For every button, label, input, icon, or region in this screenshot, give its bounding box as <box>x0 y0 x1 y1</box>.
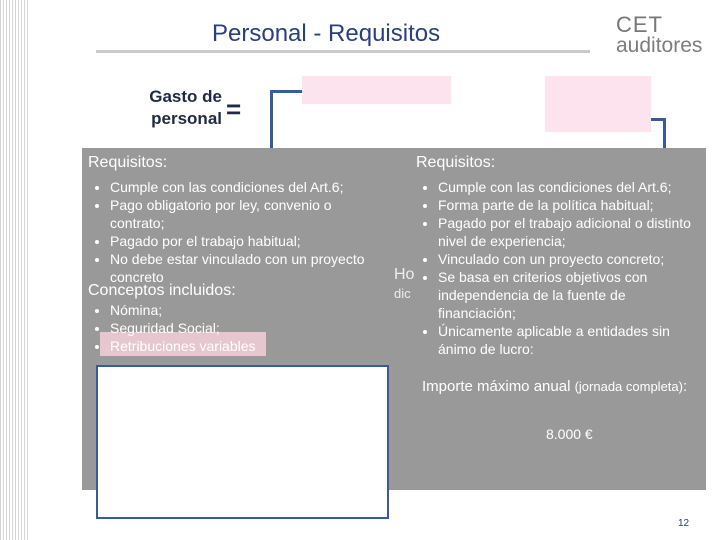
company-logo <box>616 14 708 56</box>
logo-text-bottom: auditores <box>616 34 703 57</box>
requisitos-adicionales-title: Requisitos adicionales retribuciones variables: <box>104 374 328 408</box>
requisitos-adicionales-text <box>104 373 388 481</box>
conceptos-heading: Conceptos incluidos: <box>88 282 236 299</box>
blank-label-box-right <box>545 76 651 132</box>
importe-paren: (jornada completa) <box>574 379 683 394</box>
list-item: • Únicamente aplicable a entidades sin ánimo de lucro: <box>438 322 702 358</box>
decorative-stripes <box>0 0 30 540</box>
importe-colon: : <box>682 378 688 395</box>
list-item: • Retribuciones variables <box>110 337 348 355</box>
list-item: • Basado en condiciones objetivas; <box>124 409 388 427</box>
importe-title: Importe máximo anual <box>422 378 571 395</box>
hidden-text-fragment-dic: dic <box>394 286 411 301</box>
blank-label-box-left <box>302 76 451 104</box>
bracket-line-right <box>663 118 666 150</box>
list-item: • Los importes y las condiciones están establecidas legalmente en el contrato <box>124 427 388 463</box>
gasto-personal-label: Gasto de personal <box>149 87 222 128</box>
list-item: • Nómina; <box>110 301 348 319</box>
list-item: • Pagado por el trabajo habitual; <box>110 232 388 250</box>
left-requisitos-list <box>88 178 388 286</box>
page-number: 12 <box>678 518 690 529</box>
list-item: • Pago obligatorio por ley, convenio o contrato; <box>110 196 388 232</box>
list-item: • Vinculado con un proyecto concreto; <box>438 250 702 268</box>
list-item: • Forma parte de la política habitual; <box>438 196 702 214</box>
title-divider <box>96 50 590 53</box>
right-requisitos-list <box>416 178 702 358</box>
list-item: • Pagado por el trabajo adicional o distinto nivel de experiencia; <box>438 214 702 250</box>
requisitos-adicionales-note: (o documento de contratación equivalente) <box>124 464 371 479</box>
equals-sign: = <box>226 94 242 124</box>
right-requisitos-heading: Requisitos: <box>416 154 496 171</box>
bracket-line-left <box>270 90 273 150</box>
list-item: • Cumple con las condiciones del Art.6; <box>438 178 702 196</box>
list-item: • Seguridad Social; <box>110 319 348 337</box>
list-item: • Cumple con las condiciones del Art.6; <box>110 178 388 196</box>
bracket-line-top <box>270 90 306 93</box>
left-requisitos-heading: Requisitos: <box>88 154 168 171</box>
hidden-text-fragment-ho: Ho <box>394 266 415 283</box>
slide-title: Personal - Requisitos <box>212 20 441 47</box>
importe-maximo-heading <box>422 376 687 398</box>
list-item: • No debe estar vinculado con un proyecto concreto <box>110 250 388 286</box>
list-item: • Se basa en criterios objetivos con independencia de la fuente de financiación; <box>438 268 702 322</box>
importe-value: 8.000 € <box>546 426 593 442</box>
conceptos-list <box>88 301 348 355</box>
logo-text-top: CET <box>616 12 663 37</box>
